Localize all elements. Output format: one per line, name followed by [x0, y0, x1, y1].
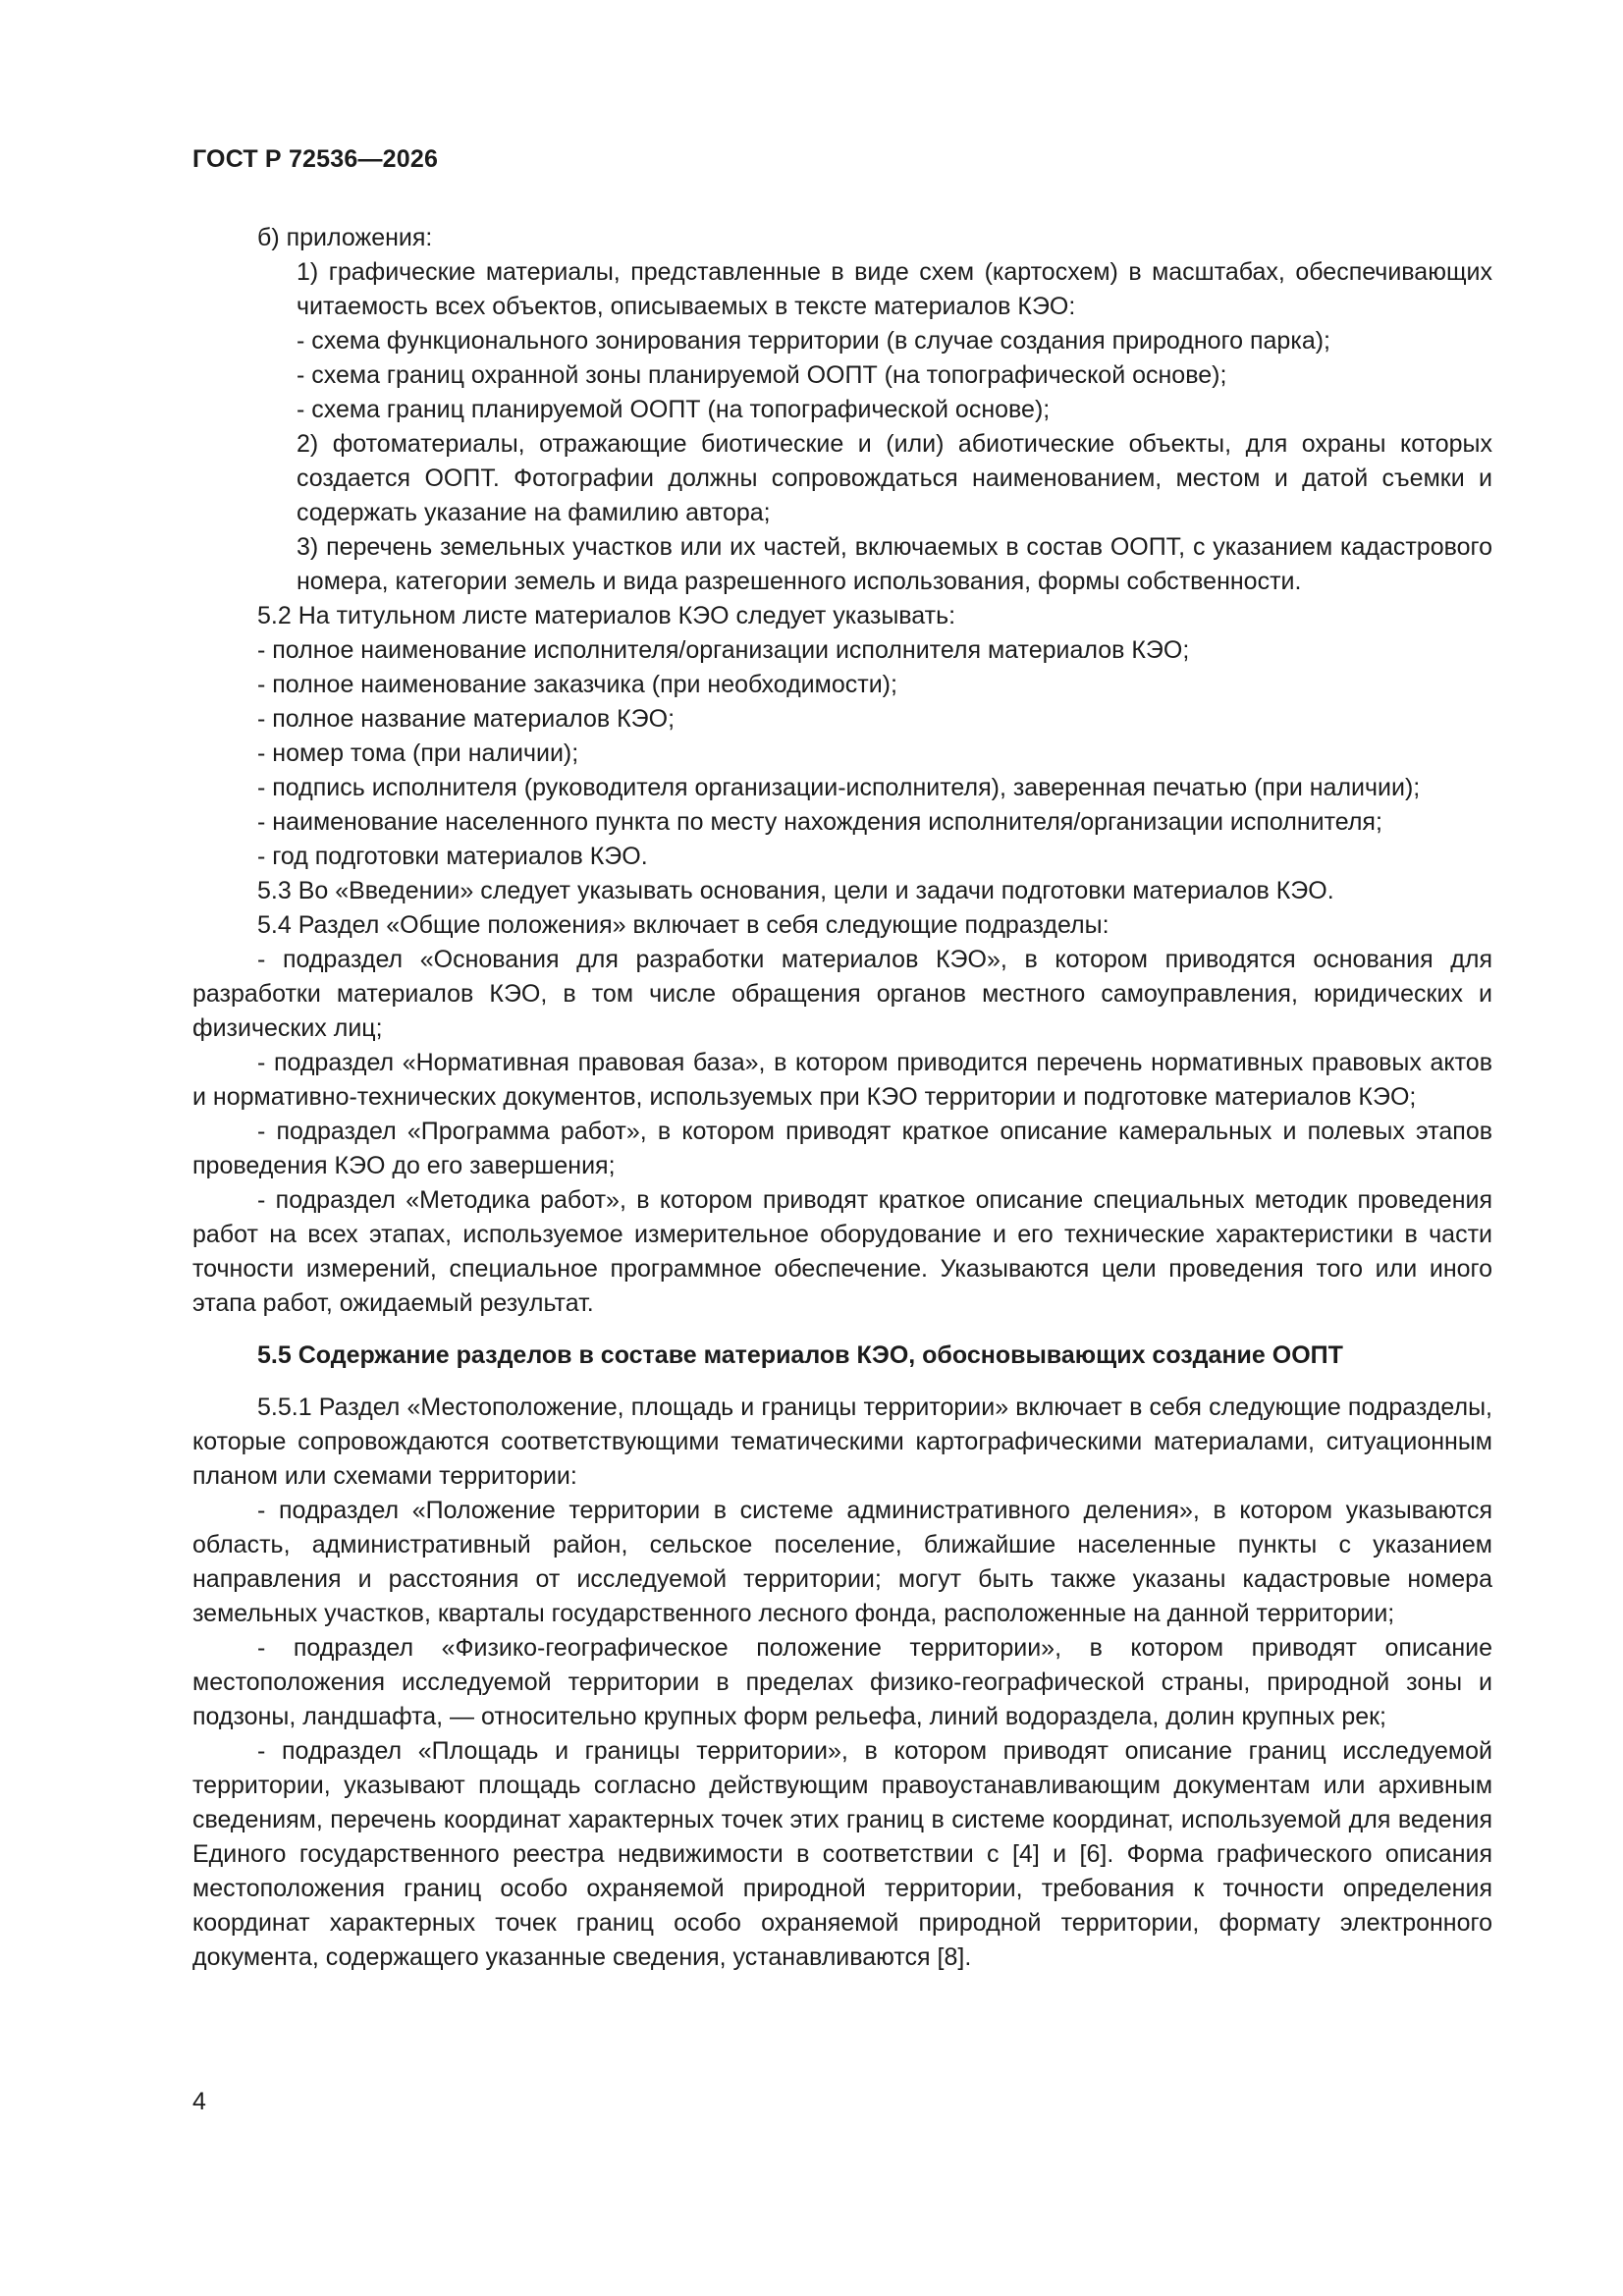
paragraph: 2) фотоматериалы, отражающие биотические и (или) абиотические объекты, для охраны которых создается ООПТ. Фотографии должны сопровождаться наименованием, местом и датой съемки и содержать указание на фамилию автора;: [297, 430, 1492, 526]
paragraph: - подпись исполнителя (руководителя организации-исполнителя), заверенная печатью (при наличии);: [257, 774, 1421, 801]
paragraph: - подраздел «Площадь и границы территории», в котором приводят описание границ исследуемой территории, указывают площадь согласно действующим правоустанавливающим документам или архивным сведениям, перечень координат характерных точек этих границ в системе координат, используемой для ведения Единого государственного реестра недвижимости в соответствии с [4] и [6]. Форма графического описания местоположения границ особо охраняемой природной территории, требования к точности определения координат характерных точек границ особо охраняемой природной территории, формату электронного документа, содержащего указанные сведения, устанавливаются [8].: [192, 1737, 1492, 1971]
paragraph: - подраздел «Нормативная правовая база», в котором приводится перечень нормативных правовых актов и нормативно-технических документов, используемых при КЭО территории и подготовке материалов КЭО;: [192, 1049, 1492, 1111]
section-heading: 5.5 Содержание разделов в составе материалов КЭО, обосновывающих создание ООПТ: [257, 1341, 1343, 1369]
paragraph: - полное наименование исполнителя/организации исполнителя материалов КЭО;: [257, 636, 1190, 664]
paragraph: - полное название материалов КЭО;: [257, 705, 676, 733]
paragraph: 5.2 На титульном листе материалов КЭО следует указывать:: [257, 602, 956, 629]
paragraph: - номер тома (при наличии);: [257, 739, 579, 767]
paragraph: - схема границ планируемой ООПТ (на топографической основе);: [297, 396, 1051, 423]
paragraph: - подраздел «Физико-географическое положение территории», в котором приводят описание местоположения исследуемой территории в пределах физико-географической страны, природной зоны и подзоны, ландшафта, — относительно крупных форм рельефа, линий водораздела, долин крупных рек;: [192, 1634, 1492, 1730]
paragraph: - полное наименование заказчика (при необходимости);: [257, 671, 897, 698]
paragraph: - подраздел «Основания для разработки материалов КЭО», в котором приводятся основания для разработки материалов КЭО, в том числе обращения органов местного самоуправления, юридических и физических лиц;: [192, 946, 1492, 1042]
paragraph: - подраздел «Методика работ», в котором приводят краткое описание специальных методик проведения работ на всех этапах, используемое измерительное оборудование и его технические характеристики в части точности измерений, специальное программное обеспечение. Указываются цели проведения того или иного этапа работ, ожидаемый результат.: [192, 1186, 1492, 1317]
paragraph: - подраздел «Положение территории в системе административного деления», в котором указываются область, административный район, сельское поселение, ближайшие населенные пункты с указанием направления и расстояния от исследуемой территории; могут быть также указаны кадастровые номера земельных участков, кварталы государственного лесного фонда, расположенные на данной территории;: [192, 1497, 1492, 1627]
paragraph: 1) графические материалы, представленные в виде схем (картосхем) в масштабах, обеспечивающих читаемость всех объектов, описываемых в тексте материалов КЭО:: [297, 258, 1492, 320]
paragraph: - наименование населенного пункта по месту нахождения исполнителя/организации исполнителя;: [257, 808, 1382, 836]
paragraph: 3) перечень земельных участков или их частей, включаемых в состав ООПТ, с указанием кадастрового номера, категории земель и вида разрешенного использования, формы собственности.: [297, 533, 1492, 595]
paragraph: б) приложения:: [257, 224, 433, 251]
document-code-header: ГОСТ Р 72536—2026: [192, 145, 439, 173]
paragraph: 5.3 Во «Введении» следует указывать основания, цели и задачи подготовки материалов КЭО.: [257, 877, 1334, 904]
page-number: 4: [192, 2088, 206, 2115]
paragraph: - схема границ охранной зоны планируемой ООПТ (на топографической основе);: [297, 361, 1227, 389]
document-body: [192, 221, 1492, 1975]
paragraph: 5.5.1 Раздел «Местоположение, площадь и границы территории» включает в себя следующие подразделы, которые сопровождаются соответствующими тематическими картографическими материалами, ситуационным планом или схемами территории:: [192, 1394, 1492, 1490]
paragraph: - подраздел «Программа работ», в котором приводят краткое описание камеральных и полевых этапов проведения КЭО до его завершения;: [192, 1118, 1492, 1179]
paragraph: 5.4 Раздел «Общие положения» включает в себя следующие подразделы:: [257, 911, 1109, 939]
paragraph: - год подготовки материалов КЭО.: [257, 843, 648, 870]
paragraph: - схема функционального зонирования территории (в случае создания природного парка);: [297, 327, 1330, 355]
